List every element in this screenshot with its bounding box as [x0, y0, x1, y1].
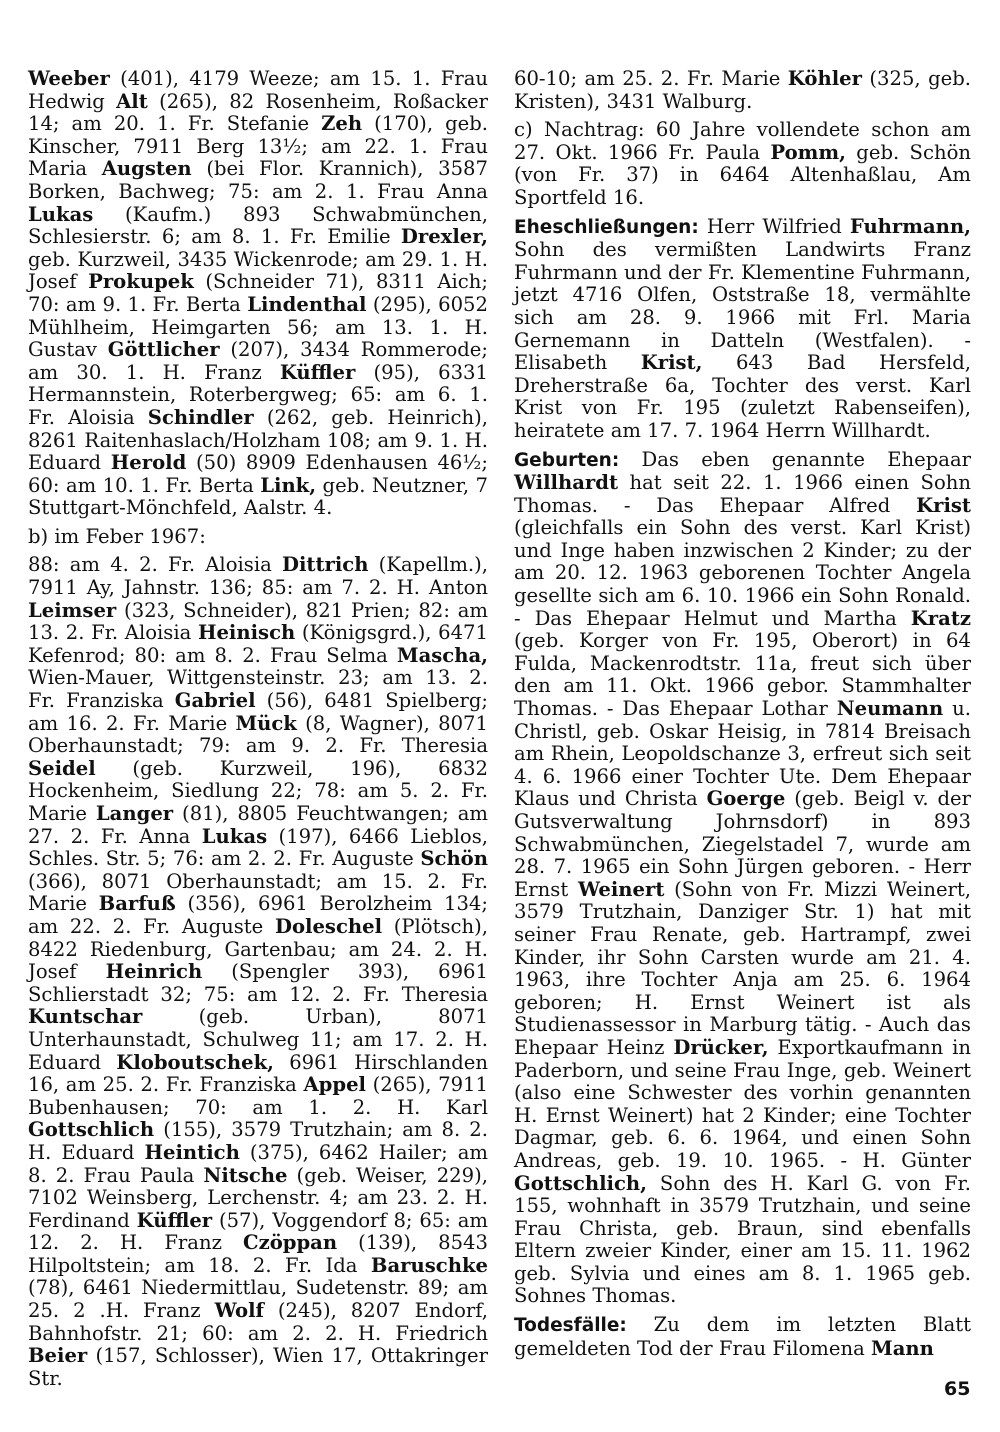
- person-name: Kratz: [910, 606, 971, 630]
- person-name: Wolf: [214, 1299, 264, 1323]
- person-name: Prokupek: [88, 270, 194, 294]
- person-name: Göttlicher: [107, 338, 220, 362]
- person-name: Fuhrmann,: [849, 214, 971, 238]
- person-name: Heinrich: [105, 960, 203, 984]
- section-heading: Todesfälle:: [514, 1315, 627, 1337]
- person-name: Schön: [420, 847, 488, 871]
- person-name: Baruschke: [370, 1253, 488, 1277]
- person-name: Czöppan: [242, 1231, 338, 1255]
- section-geburten: Geburten: Das eben genannte Ehepaar Willhardt hat seit 22. 1. 1966 einen Sohn Thomas. - Das Ehepaar Alfred Krist (gleichfalls ein Sohn des verst. Karl Krist) und Inge haben inzwischen 2 Kinder; zu der am 20. 12. 1963 geborenen Tochter Angela gesellte sich am 6. 10. 1966 ein Sohn Ronald. - Das Ehepaar Helmut und Martha Kratz (geb. Korger von Fr. 195, Oberort) in 64 Fulda, Mackenrodtstr. 11a, freut sich über den am 11. Okt. 1966 gebor. Stammhalter Thomas. - Das Ehepaar Lothar Neumann u. Christl, geb. Oskar Heisig, in 7814 Breisach am Rhein, Leopoldschanze 3, erfreut sich seit 4. 6. 1966 einer Tochter Ute. Dem Ehepaar Klaus und Christa Goerge (geb. Beigl v. der Gutsverwaltung Johrnsdorf) in 893 Schwabmünchen, Ziegelstadel 7, wurde am 28. 7. 1965 ein Sohn Jürgen geboren. - Herr Ernst Weinert (Sohn von Fr. Mizzi Weinert, 3579 Trutzhain, Danziger Str. 1) hat mit seiner Frau Renate, geb. Hartrampf, zwei Kinder, ihr Sohn Carsten wurde am 21. 4. 1963, ihre Tochter Anja am 25. 6. 1964 geboren; H. Ernst Weinert ist als Studienassessor in Marburg tätig. - Auch das Ehepaar Heinz Drücker, Exportkaufmann in Paderborn, und seine Frau Inge, geb. Weinert (also eine Schwester des vorhin genannten H. Ernst Weinert) hat 2 Kinder; eine Tochter Dagmar, geb. 6. 6. 1964, und einen Sohn Andreas, geb. 19. 10. 1965. - H. Günter Gottschlich, Sohn des H. Karl G. von Fr. 155, wohnhaft in 3579 Trutzhain, und seine Frau Christa, geb. Braun, sind ebenfalls Eltern zweier Kinder, einer am 15. 11. 1962 geb. Sylvia und eines am 8. 1. 1965 geb. Sohnes Thomas.: [514, 447, 972, 1308]
- left-column: [28, 68, 488, 1390]
- person-name: Lindenthal: [247, 292, 367, 316]
- section-heading: Eheschließungen:: [514, 216, 699, 238]
- person-name: Willhardt: [514, 471, 619, 495]
- person-name: Beier: [28, 1344, 88, 1368]
- person-name: Appel: [303, 1073, 366, 1097]
- person-name: Link,: [260, 473, 317, 497]
- person-name: Gottschlich: [28, 1118, 155, 1142]
- person-name: Gabriel: [174, 689, 256, 713]
- person-name: Mück: [235, 711, 297, 735]
- paragraph-birthdays-january: Weeber (401), 4179 Weeze; am 15. 1. Frau Hedwig Alt (265), 82 Rosenheim, Roßacker 14; am 20. 1. Fr. Stefanie Zeh (170), geb. Kinscher, 7911 Berg 13½; am 22. 1. Frau Maria Augsten (bei Flor. Krannich), 3587 Borken, Bachweg; 75: am 2. 1. Frau Anna Lukas (Kaufm.) 893 Schwabmünchen, Schlesierstr. 6; am 8. 1. Fr. Emilie Drexler, geb. Kurzweil, 3435 Wickenrode; am 29. 1. H. Josef Prokupek (Schneider 71), 8311 Aich; 70: am 9. 1. Fr. Berta Lindenthal (295), 6052 Mühlheim, Heimgarten 56; am 13. 1. H. Gustav Göttlicher (207), 3434 Rommerode; am 30. 1. H. Franz Küffler (95), 6331 Hermannstein, Roterbergweg; 65: am 6. 1. Fr. Aloisia Schindler (262, geb. Heinrich), 8261 Raitenhaslach/Holzham 108; am 9. 1. H. Eduard Herold (50) 8909 Edenhausen 46½; 60: am 10. 1. Fr. Berta Link, geb. Neutzner, 7 Stuttgart-Mönchfeld, Aalstr. 4.: [28, 67, 488, 520]
- person-name: Augsten: [101, 157, 192, 181]
- person-name: Mascha,: [396, 643, 488, 667]
- section-eheschliessungen: Eheschließungen: Herr Wilfried Fuhrmann, Sohn des vermißten Landwirts Franz Fuhrmann und der Fr. Klementine Fuhrmann, jetzt 4716 Olfen, Oststraße 18, vermählte sich am 28. 9. 1966 mit Frl. Maria Gernemann in Datteln (Westfalen). - Elisabeth Krist, 643 Bad Hersfeld, Dreherstraße 6a, Tochter des verst. Karl Krist von Fr. 195 (zuletzt Rabenseifen), heiratete am 17. 7. 1964 Herrn Willhardt.: [514, 214, 972, 442]
- person-name: Kuntschar: [28, 1005, 143, 1029]
- person-name: Mann: [871, 1336, 934, 1360]
- person-name: Lukas: [201, 824, 268, 848]
- person-name: Weeber: [28, 67, 110, 90]
- person-name: Dittrich: [281, 553, 369, 577]
- page-number: 65: [944, 1378, 971, 1400]
- person-name: Neumann: [836, 697, 944, 721]
- person-name: Weinert: [577, 877, 665, 901]
- paragraph-nachtrag: c) Nachtrag: 60 Jahre vollendete schon am 27. Okt. 1966 Fr. Paula Pomm, geb. Schön (von Fr. 37) in 6464 Altenhaßlau, Am Sportfeld 16.: [514, 118, 971, 209]
- person-name: Drexler,: [400, 225, 488, 249]
- person-name: Heintich: [144, 1140, 240, 1164]
- section-heading: Geburten:: [514, 449, 620, 471]
- person-name: Köhler: [787, 67, 862, 90]
- person-name: Drücker,: [673, 1035, 769, 1059]
- person-name: Gottschlich,: [514, 1171, 647, 1195]
- paragraph-birthdays-february: 88: am 4. 2. Fr. Aloisia Dittrich (Kapellm.), 7911 Ay, Jahnstr. 136; 85: am 7. 2. H. Anton Leimser (323, Schneider), 821 Prien; 82: am 13. 2. Fr. Aloisia Heinisch (Königsgrd.), 6471 Kefenrod; 80: am 8. 2. Frau Selma Mascha, Wien-Mauer, Wittgensteinstr. 23; am 13. 2. Fr. Franziska Gabriel (56), 6481 Spielberg; am 16. 2. Fr. Marie Mück (8, Wagner), 8071 Oberhaunstadt; 79: am 9. 2. Fr. Theresia Seidel (geb. Kurzweil, 196), 6832 Hockenheim, Siedlung 22; 78: am 5. 2. Fr. Marie Langer (81), 8805 Feuchtwangen; am 27. 2. Fr. Anna Lukas (197), 6466 Lieblos, Schles. Str. 5; 76: am 2. 2. Fr. Auguste Schön (366), 8071 Oberhaunstadt; am 15. 2. Fr. Marie Barfuß (356), 6961 Berolzheim 134; am 22. 2. Fr. Auguste Doleschel (Plötsch), 8422 Riedenburg, Gartenbau; am 24. 2. H. Josef Heinrich (Spengler 393), 6961 Schlierstadt 32; 75: am 12. 2. Fr. Theresia Kuntschar (geb. Urban), 8071 Unterhaunstadt, Schulweg 11; am 17. 2. H. Eduard Kloboutschek, 6961 Hirschlanden 16, am 25. 2. Fr. Franziska Appel (265), 7911 Bubenhausen; 70: am 1. 2. H. Karl Gottschlich (155), 3579 Trutzhain; am 8. 2. H. Eduard Heintich (375), 6462 Hailer; am 8. 2. Frau Paula Nitsche (geb. Weiser, 229), 7102 Weinsberg, Lerchenstr. 4; am 23. 2. H. Ferdinand Küffler (57), Voggendorf 8; 65: am 12. 2. H. Franz Czöppan (139), 8543 Hilpoltstein; am 18. 2. Fr. Ida Baruschke (78), 6461 Niedermittlau, Sudetenstr. 89; am 25. 2 .H. Franz Wolf (245), 8207 Endorf, Bahnhofstr. 21; 60: am 2. 2. H. Friedrich Beier (157, Schlosser), Wien 17, Ottakringer Str.: [28, 553, 489, 1390]
- person-name: Pomm,: [770, 140, 846, 164]
- person-name: Nitsche: [203, 1163, 288, 1187]
- person-name: Herold: [110, 451, 187, 475]
- person-name: Zeh: [321, 112, 363, 136]
- person-name: Heinisch: [197, 621, 296, 645]
- person-name: Barfuß: [98, 892, 176, 916]
- person-name: Goerge: [706, 787, 786, 811]
- person-name: Schindler: [147, 405, 254, 429]
- person-name: Kloboutschek,: [116, 1050, 274, 1074]
- heading-february-1967: b) im Feber 1967:: [28, 524, 206, 548]
- person-name: Langer: [95, 802, 174, 825]
- person-name: Doleschel: [274, 914, 383, 938]
- person-name: Lukas: [28, 202, 94, 226]
- right-column: [514, 68, 971, 1360]
- person-name: Alt: [116, 89, 148, 113]
- person-name: Seidel: [28, 756, 96, 780]
- paragraph-continuation: 60-10; am 25. 2. Fr. Marie Köhler (325, geb. Kristen), 3431 Walburg.: [514, 67, 971, 113]
- person-name: Krist,: [640, 351, 703, 375]
- person-name: Krist: [916, 493, 971, 517]
- person-name: Leimser: [28, 598, 117, 622]
- person-name: Küffler: [136, 1208, 213, 1232]
- person-name: Küffler: [279, 360, 356, 384]
- section-todesfaelle: Todesfälle: Zu dem im letzten Blatt gemeldeten Tod der Frau Filomena Mann: [514, 1313, 971, 1360]
